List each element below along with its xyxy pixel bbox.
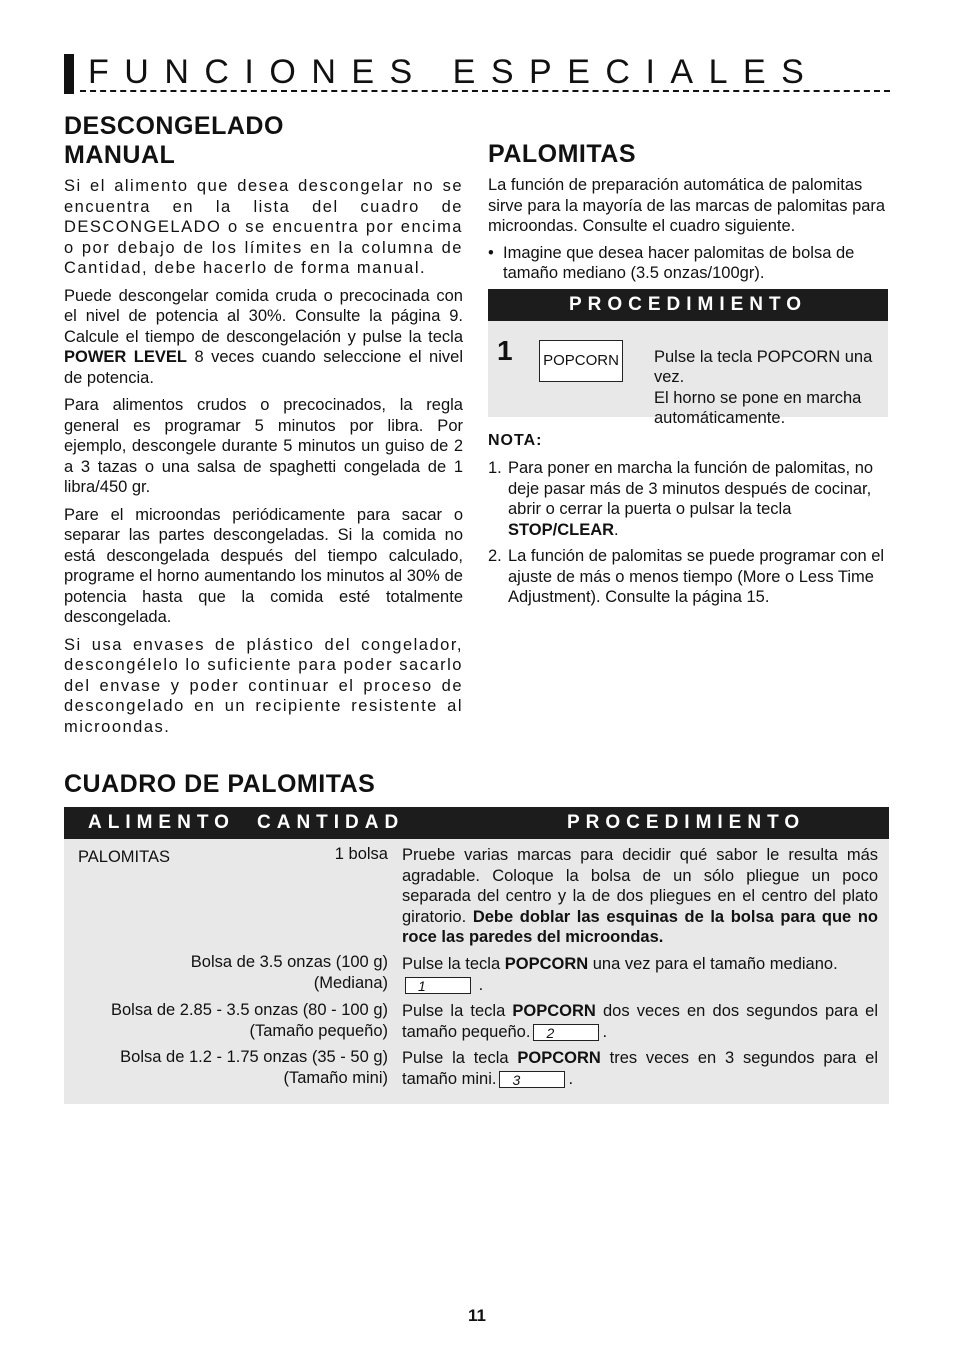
chart-header-row xyxy=(64,807,889,839)
paragraph-4: Pare el microondas periódicamente para sacar o separar las partes descongeladas. Si la comida no está descongelada después del tiempo calculado, programe el horno aumentando los minutos al 30% de potencia hasta que la comida esté totalmente descongelada. xyxy=(64,505,463,626)
heading-line-2: MANUAL xyxy=(64,141,176,169)
popcorn-chart-table xyxy=(64,807,889,1104)
step-text: Pulse la tecla POPCORN una vez. El horno se pone en marcha automáticamente. xyxy=(654,347,873,427)
manual-defrost-section xyxy=(64,112,463,744)
display-readout: 2 xyxy=(533,1024,599,1041)
step-number: 1 xyxy=(497,335,513,366)
popcorn-key-icon: POPCORN xyxy=(539,340,623,382)
qty-cell: 1 bolsa xyxy=(334,845,388,863)
nota-item: 2. La función de palomitas se puede programar con el ajuste de más o menos tiempo (More o Less Time Adjustment). Consulte la página 15. xyxy=(488,547,885,606)
popcorn-section xyxy=(488,140,888,284)
heading-line-1: DESCONGELADO xyxy=(64,112,284,140)
paragraph-2: Puede descongelar comida cruda o precocinada con el nivel de potencia al 30%. Consulte la página 9. Calcule el tiempo de descongelación y pulse la tecla POWER LEVEL 8 veces cuando seleccione el nivel de potencia. xyxy=(64,286,463,387)
nota-heading: NOTA: xyxy=(488,432,543,449)
paragraph-1: Si el alimento que desea descongelar no se encuentra en la lista del cuadro de DESCONGELADO o se encuentra por encima o por debajo de los límites en la columna de Cantidad, debe hacerlo de forma manual. xyxy=(64,177,463,277)
header-dashed-rule xyxy=(80,90,890,92)
popcorn-intro: La función de preparación automática de palomitas sirve para la mayoría de las marcas de palomitas para microondas. Consulte el cuadro siguiente. xyxy=(488,176,886,235)
proc-cell: Pulse la tecla POPCORN una vez para el tamaño mediano. 1 . xyxy=(402,955,838,994)
display-readout: 1 xyxy=(405,977,471,994)
popcorn-heading: PALOMITAS xyxy=(488,140,637,168)
paragraph-5: Si usa envases de plástico del congelador, descongélelo lo suficiente para poder sacarlo del envase y poder continuar el proceso de descongelado en un recipiente resistente al microondas. xyxy=(64,635,463,736)
qty-cell: Bolsa de 3.5 onzas (100 g) (Mediana) xyxy=(190,953,388,992)
col-header-qty: CANTIDAD xyxy=(257,812,405,833)
col-header-food: ALIMENTO xyxy=(88,812,235,833)
qty-cell: Bolsa de 1.2 - 1.75 onzas (35 - 50 g) (Tamaño mini) xyxy=(120,1048,388,1087)
page-number: 11 xyxy=(468,1306,486,1325)
popcorn-bullet: • Imagine que desea hacer palomitas de bolsa de tamaño mediano (3.5 onzas/100gr). xyxy=(488,243,855,282)
nota-item: 1. Para poner en marcha la función de palomitas, no deje pasar más de 3 minutos después de cocinar, abrir o cerrar la puerta o pulsar la tecla STOP/CLEAR. xyxy=(488,459,874,539)
manual-defrost-heading xyxy=(64,112,463,170)
stop-clear-label: STOP/CLEAR xyxy=(508,520,615,539)
paragraph-3: Para alimentos crudos o precocinados, la regla general es programar 5 minutos por libra. Por ejemplo, descongele durante 5 minutos un guiso de 2 a 3 tazas o una salsa de spaghetti congelada de 1 libra/450 gr. xyxy=(64,396,463,496)
chart-title: CUADRO DE PALOMITAS xyxy=(64,770,376,798)
page-title: FUNCIONES ESPECIALES xyxy=(88,53,820,91)
qty-cell: Bolsa de 2.85 - 3.5 onzas (80 - 100 g) (Tamaño pequeño) xyxy=(110,1001,388,1040)
procedure-header: PROCEDIMIENTO xyxy=(488,289,888,321)
power-level-label: POWER LEVEL xyxy=(64,348,187,366)
proc-cell: Pulse la tecla POPCORN dos veces en dos segundos para el tamaño pequeño. 2 . xyxy=(402,1002,878,1041)
display-readout: 3 xyxy=(499,1071,565,1088)
proc-cell: Pulse la tecla POPCORN tres veces en 3 segundos para el tamaño mini. 3 . xyxy=(402,1049,878,1088)
nota-list xyxy=(488,458,888,614)
food-cell: PALOMITAS xyxy=(78,848,170,866)
bullet-mark: • xyxy=(488,243,494,262)
header-bar-mark xyxy=(64,54,74,94)
proc-cell: Pruebe varias marcas para decidir qué sabor le resulta más agradable. Coloque la bolsa de un sólo pliegue un poco separada del centro y la de dos pliegues en el centro del plato giratorio. Debe doblar las esquinas de la bolsa para que no roce las paredes del microondas. xyxy=(402,846,878,946)
col-header-proc: PROCEDIMIENTO xyxy=(567,812,806,833)
